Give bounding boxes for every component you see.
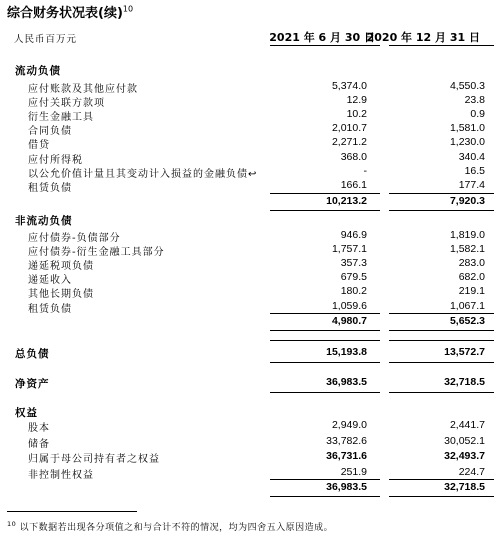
table-row [0, 151, 500, 165]
row-label: 衍生金融工具 [28, 112, 94, 124]
value-2020: 4,550.3 [449, 80, 485, 92]
row-label: 以公允价值计量且其变动计入损益的金融负债↩ [28, 168, 258, 180]
value-2020: 32,718.5 [444, 376, 485, 388]
value-2021: 12.9 [346, 94, 367, 107]
value-2021: 368.0 [340, 150, 367, 163]
table-row [0, 271, 500, 285]
row-label: 递延收入 [28, 275, 72, 287]
header-rule-col2 [389, 45, 494, 46]
column-header-2021: 2021 年 6 月 30 日 [269, 31, 375, 44]
table-row [0, 80, 500, 94]
table-row [0, 229, 500, 243]
table-row [0, 419, 500, 433]
footnote-mark: 10 [7, 520, 17, 528]
value-2020: 682.0 [458, 271, 485, 284]
section-current-liabilities: 流动负债 [15, 65, 61, 77]
value-2020: 219.1 [458, 285, 485, 298]
title-footnote-mark: 10 [122, 4, 134, 14]
rule [389, 313, 494, 314]
value-2020: 177.4 [458, 178, 485, 191]
rule [270, 330, 380, 331]
net-assets-row [0, 376, 500, 390]
value-2020: 224.7 [458, 465, 485, 478]
rule [389, 193, 494, 194]
rule [270, 479, 380, 480]
value-2021: 10,213.2 [326, 195, 367, 207]
section-noncurrent-liabilities: 非流动负债 [15, 215, 73, 227]
rule [270, 210, 380, 211]
table-row [0, 243, 500, 257]
rule [389, 392, 494, 393]
table-row [0, 108, 500, 122]
rule [389, 340, 494, 341]
value-2020: 16.5 [464, 164, 485, 177]
value-2020: 283.0 [458, 257, 485, 270]
row-label: 非控制性权益 [28, 469, 94, 481]
value-2020: 5,652.3 [449, 315, 485, 327]
rule [270, 340, 380, 341]
value-2020: 1,067.1 [449, 299, 485, 312]
rule [389, 479, 494, 480]
value-2021: 2,271.2 [331, 136, 367, 149]
unit-label: 人民币百万元 [14, 34, 78, 45]
value-2021: 36,983.5 [326, 481, 367, 493]
value-2021: 251.9 [340, 465, 367, 478]
value-2021: 5,374.0 [331, 80, 367, 92]
rule [389, 210, 494, 211]
value-2020: 7,920.3 [449, 195, 485, 207]
rule [270, 496, 380, 497]
row-label: 股本 [28, 423, 50, 434]
section-equity: 权益 [15, 407, 38, 419]
rule [389, 362, 494, 363]
value-2021: 10.2 [346, 108, 367, 121]
table-row [0, 285, 500, 299]
value-2020: 340.4 [458, 150, 485, 163]
row-label: 归属于母公司持有者之权益 [28, 454, 160, 465]
value-2020: 13,572.7 [444, 346, 485, 358]
value-2021: 15,193.8 [326, 346, 367, 358]
row-label: 应付账款及其他应付款 [28, 84, 138, 95]
rule [270, 362, 380, 363]
row-label: 递延税项负债 [28, 261, 94, 273]
page-title [7, 2, 133, 21]
row-label: 借贷 [28, 140, 50, 152]
value-2020: 1,230.0 [449, 136, 485, 149]
value-2020: 1,582.1 [449, 243, 485, 256]
table-row [0, 94, 500, 108]
value-2020: 30,052.1 [444, 434, 485, 447]
row-label: 净资产 [15, 378, 50, 390]
value-2021: 4,980.7 [331, 315, 367, 327]
table-row [0, 450, 500, 464]
total-liabilities-row [0, 346, 500, 360]
row-label: 应付关联方款项 [28, 98, 105, 110]
header-rule-col1 [270, 45, 380, 46]
value-2021: 357.3 [340, 257, 367, 270]
value-2021: 1,059.6 [331, 299, 367, 312]
row-label: 其他长期负债 [28, 289, 94, 301]
value-2021: 1,757.1 [331, 243, 367, 256]
current-liabilities-total-row [0, 195, 500, 209]
rule [389, 330, 494, 331]
value-2020: 2,441.7 [449, 419, 485, 431]
value-2021: 946.9 [340, 229, 367, 241]
table-row [0, 466, 500, 480]
row-label: 租赁负债 [28, 182, 72, 194]
value-2020: 0.9 [470, 108, 485, 121]
rule [389, 496, 494, 497]
table-row [0, 257, 500, 271]
value-2020: 23.8 [464, 94, 485, 107]
value-2021: 2,010.7 [331, 122, 367, 135]
row-label: 应付债券-衍生金融工具部分 [28, 247, 165, 259]
value-2020: 32,493.7 [444, 450, 485, 462]
row-label: 合同负债 [28, 126, 72, 138]
equity-total-row [0, 481, 500, 495]
rule [270, 193, 380, 194]
value-2020: 32,718.5 [444, 481, 485, 493]
value-2021: 36,983.5 [326, 376, 367, 388]
row-label: 总负债 [15, 348, 50, 360]
footnote-text: 以下数据若出现各分项值之和与合计不符的情况，均为四舍五入原因造成。 [19, 523, 334, 533]
rule [270, 392, 380, 393]
value-2021: 33,782.6 [326, 434, 367, 447]
value-2020: 1,581.0 [449, 122, 485, 135]
table-row [0, 165, 500, 179]
column-header-2020: 2020 年 12 月 31 日 [366, 31, 480, 44]
value-2021: 36,731.6 [326, 450, 367, 462]
footnote [7, 520, 333, 533]
table-row [0, 179, 500, 193]
value-2020: 1,819.0 [449, 229, 485, 241]
row-label: 应付债券-负债部分 [28, 233, 121, 244]
value-2021: 166.1 [340, 178, 367, 191]
row-label: 应付所得税 [28, 154, 83, 166]
table-row [0, 136, 500, 150]
value-2021: - [363, 164, 367, 177]
footnote-divider [7, 511, 137, 512]
noncurrent-liabilities-total-row [0, 315, 500, 329]
row-label: 储备 [28, 438, 50, 450]
value-2021: 2,949.0 [331, 419, 367, 431]
table-row [0, 122, 500, 136]
value-2021: 180.2 [340, 285, 367, 298]
table-row [0, 435, 500, 449]
row-label: 租赁负债 [28, 303, 72, 315]
table-row [0, 300, 500, 314]
value-2021: 679.5 [340, 271, 367, 284]
rule [270, 313, 380, 314]
title-text: 综合财务状况表(续) [7, 6, 123, 21]
